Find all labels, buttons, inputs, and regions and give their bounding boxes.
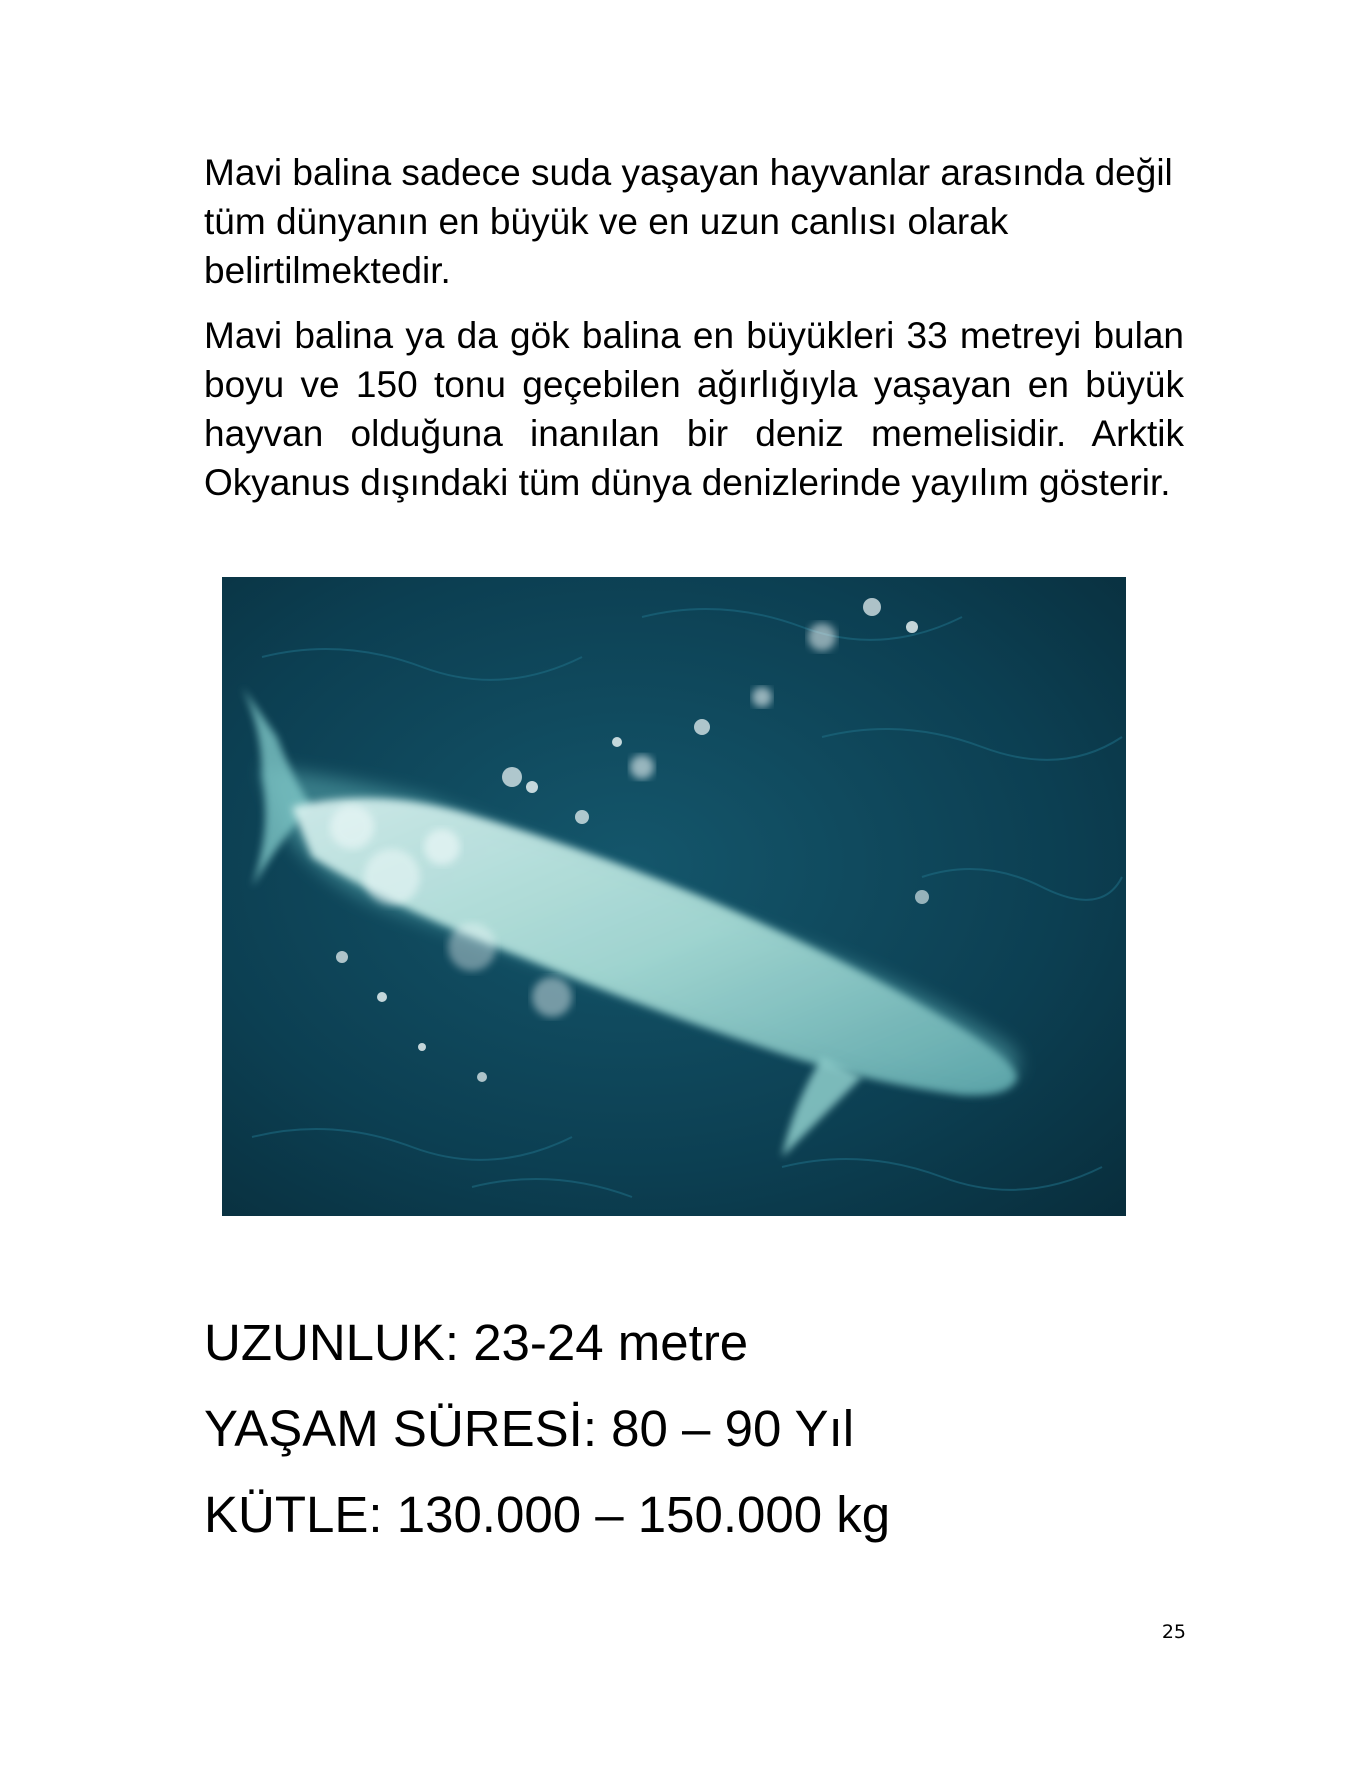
- intro-paragraph: Mavi balina sadece suda yaşayan hayvanlar arasında değil tüm dünyanın en büyük ve en uzun canlısı olarak belirtilmektedir.: [204, 152, 1173, 291]
- fact-lifespan: YAŞAM SÜRESİ: 80 – 90 Yıl: [204, 1400, 855, 1457]
- fact-length: UZUNLUK: 23-24 metre: [204, 1314, 749, 1371]
- page-number: 25: [1161, 1621, 1186, 1643]
- blue-whale-photo: [222, 577, 1126, 1216]
- description-paragraph: Mavi balina ya da gök balina en büyükleri 33 metreyi bulan boyu ve 150 tonu geçebilen ağırlığıyla yaşayan en büyük hayvan olduğuna inanılan bir deniz memelisidir. Arktik Okyanus dışındaki tüm dünya denizlerinde yayılım gösterir.: [204, 315, 1184, 503]
- fact-mass: KÜTLE: 130.000 – 150.000 kg: [204, 1486, 891, 1543]
- facts-list: [204, 1300, 1204, 1558]
